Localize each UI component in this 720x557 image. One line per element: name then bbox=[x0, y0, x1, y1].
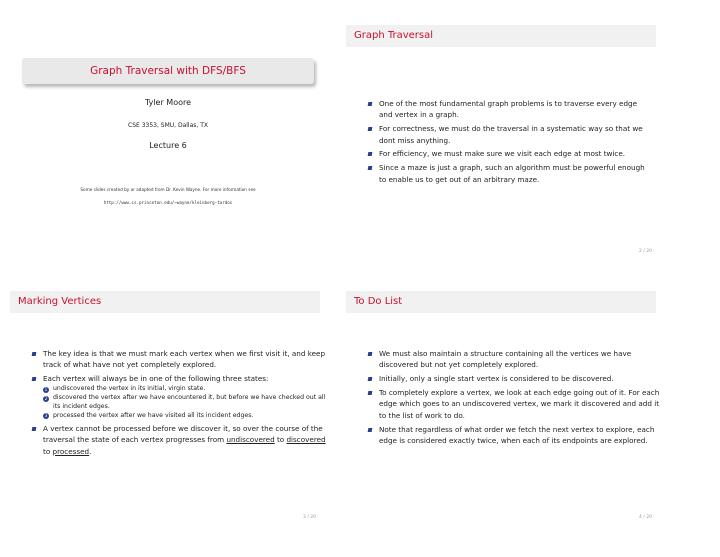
slide-2-page-number: 2 / 20 bbox=[639, 249, 652, 254]
slide-2-bullet-list bbox=[366, 98, 650, 187]
bullet-text: to bbox=[43, 446, 51, 456]
institution: CSE 3353, SMU, Dallas, TX bbox=[128, 122, 208, 129]
bullet-item bbox=[30, 373, 330, 420]
bullet-item: One of the most fundamental graph problems is to traverse every edge and vertex in a graph. bbox=[366, 98, 650, 121]
state-item bbox=[43, 412, 330, 421]
slide-4-bullet-list bbox=[366, 348, 666, 449]
bullet-item: The key idea is that we must mark each vertex when we first visit it, and keep track of what have not yet completely explored. bbox=[30, 348, 330, 371]
bullet-item: Initially, only a single start vertex is considered to be discovered. bbox=[366, 373, 666, 384]
bullet-item: Since a maze is just a graph, such an algorithm must be powerful enough to enable us to get out of an arbitrary maze. bbox=[366, 162, 650, 185]
slide-4-page-number: 4 / 20 bbox=[639, 515, 652, 520]
bullet-item: Note that regardless of what order we fetch the next vertex to explore, each edge is considered exactly twice, when each of its endpoints are explored. bbox=[366, 424, 666, 447]
slide-1-title bbox=[10, 18, 338, 268]
state-item bbox=[43, 394, 330, 412]
credit-note: Some slides created by or adapted from Dr. Kevin Wayne. For more information see bbox=[80, 187, 256, 192]
slide-2-graph-traversal bbox=[346, 18, 674, 268]
bullet-text: Each vertex will always be in one of the following three states: bbox=[43, 374, 269, 384]
underlined-word: undiscovered bbox=[226, 435, 275, 445]
bullet-item: We must also maintain a structure containing all the vertices we have discovered but not yet completely explored. bbox=[366, 348, 666, 371]
state-text: processed the vertex after we have visited all its incident edges. bbox=[53, 411, 254, 419]
underlined-word: discovered bbox=[286, 435, 326, 445]
vertex-states-list bbox=[43, 385, 330, 420]
slide-4-to-do-list bbox=[346, 284, 674, 534]
slide-4-title: To Do List bbox=[346, 291, 656, 313]
underlined-word: processed bbox=[52, 446, 90, 456]
lecture-number: Lecture 6 bbox=[149, 141, 187, 150]
state-item bbox=[43, 385, 330, 394]
number-marker: 1 bbox=[44, 386, 48, 392]
bullet-item: To completely explore a vertex, we look at each edge going out of it. For each edge which goes to an undiscovered vertex, we mark it discovered and add it to the list of work to do. bbox=[366, 387, 666, 421]
author-name: Tyler Moore bbox=[144, 98, 192, 107]
slide-3-page-number: 3 / 20 bbox=[303, 515, 316, 520]
bullet-item bbox=[30, 423, 330, 457]
number-marker: 2 bbox=[44, 395, 48, 401]
state-text: undiscovered the vertex in its initial, virgin state. bbox=[53, 385, 206, 393]
bullet-text: to bbox=[276, 435, 285, 445]
slide-2-title: Graph Traversal bbox=[346, 25, 656, 47]
slide-3-bullet-list bbox=[30, 348, 330, 459]
slide-1-title-box: Graph Traversal with DFS/BFS bbox=[22, 58, 314, 84]
number-marker: 3 bbox=[44, 413, 48, 419]
bullet-text: . bbox=[89, 446, 92, 456]
bullet-text: A vertex cannot be processed before we discover it, so over the course of the traversal the state of each vertex progresses from bbox=[43, 423, 323, 445]
bullet-item: For efficiency, we must make sure we visit each edge at most twice. bbox=[366, 148, 650, 159]
state-text: discovered the vertex after we have encountered it, but before we have checked out all its incident edges. bbox=[53, 393, 326, 410]
slide-3-marking-vertices bbox=[10, 284, 338, 534]
credit-url: http://www.cs.princeton.edu/~wayne/kleinberg-tardos bbox=[103, 200, 233, 205]
slide-3-title: Marking Vertices bbox=[10, 291, 320, 313]
bullet-item: For correctness, we must do the traversal in a systematic way so that we dont miss anything. bbox=[366, 123, 650, 146]
